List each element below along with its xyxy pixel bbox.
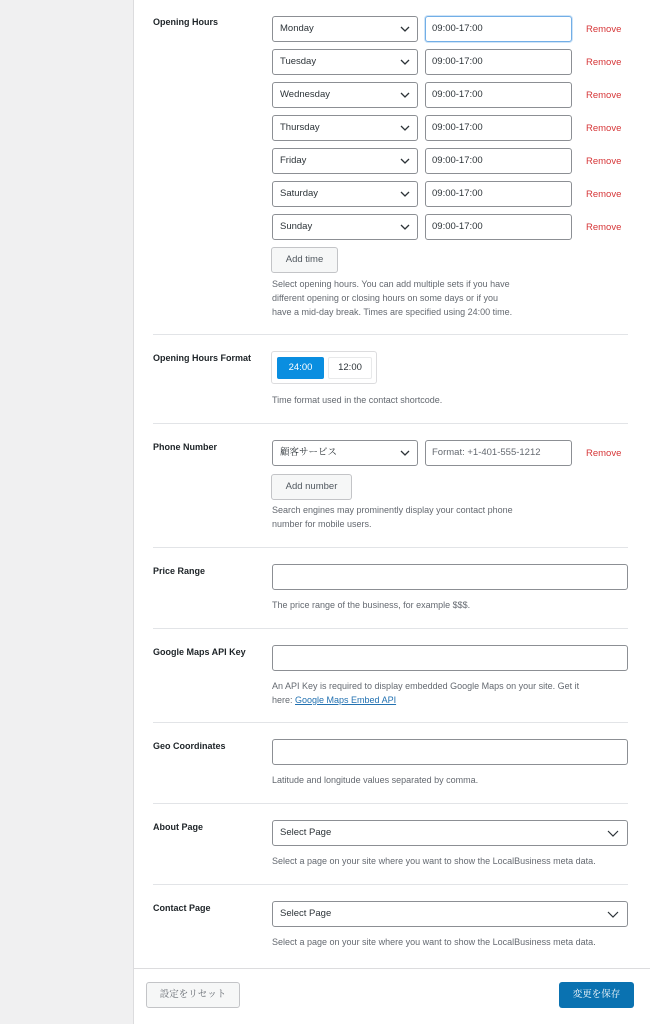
- remove-link[interactable]: Remove: [586, 57, 622, 68]
- phone-number-description: [272, 503, 628, 531]
- contact-page-select[interactable]: [272, 901, 628, 927]
- description-line: [272, 693, 628, 707]
- remove-link[interactable]: Remove: [586, 123, 622, 134]
- time-input[interactable]: 09:00-17:00: [425, 148, 572, 174]
- opening-hours-description: [272, 277, 628, 319]
- day-select-value: Tuesday: [280, 56, 317, 67]
- day-select[interactable]: [272, 49, 418, 75]
- chevron-down-icon: [400, 223, 410, 231]
- format-12-button[interactable]: 12:00: [328, 357, 372, 379]
- section-divider: [153, 803, 628, 804]
- description-line: Search engines may prominently display your contact phone: [272, 505, 513, 515]
- opening-hours-label: Opening Hours: [153, 17, 218, 27]
- day-select-value: Friday: [280, 155, 307, 166]
- day-select[interactable]: [272, 148, 418, 174]
- reset-settings-button[interactable]: 設定をリセット: [146, 982, 240, 1008]
- time-input[interactable]: 09:00-17:00: [425, 82, 572, 108]
- description-prefix: here:: [272, 695, 296, 705]
- time-input[interactable]: 09:00-17:00: [425, 181, 572, 207]
- description-line: number for mobile users.: [272, 519, 372, 529]
- remove-link[interactable]: Remove: [586, 156, 622, 167]
- remove-link[interactable]: Remove: [586, 222, 622, 233]
- remove-link[interactable]: Remove: [586, 24, 622, 35]
- price-range-input[interactable]: [272, 564, 628, 590]
- geo-coordinates-description: Latitude and longitude values separated by comma.: [272, 775, 479, 785]
- price-range-description: The price range of the business, for example $$$.: [272, 600, 471, 610]
- save-changes-button[interactable]: 変更を保存: [559, 982, 634, 1008]
- chevron-down-icon: [400, 157, 410, 165]
- about-page-label: About Page: [153, 822, 204, 832]
- about-page-select[interactable]: [272, 820, 628, 846]
- geo-coordinates-input[interactable]: [272, 739, 628, 765]
- chevron-down-icon: [400, 449, 410, 457]
- format-24-button[interactable]: 24:00: [277, 357, 324, 379]
- description-line: An API Key is required to display embedded Google Maps on your site. Get it: [272, 681, 580, 691]
- chevron-down-icon: [400, 25, 410, 33]
- google-maps-api-key-label: Google Maps API Key: [153, 647, 246, 657]
- chevron-down-icon: [400, 91, 410, 99]
- footer-divider: [133, 968, 650, 969]
- price-range-label: Price Range: [153, 566, 206, 576]
- day-select[interactable]: [272, 115, 418, 141]
- section-divider: [153, 628, 628, 629]
- chevron-down-icon: [607, 829, 619, 838]
- contact-page-label: Contact Page: [153, 903, 211, 913]
- section-divider: [153, 884, 628, 885]
- google-maps-api-key-input[interactable]: [272, 645, 628, 671]
- section-divider: [153, 423, 628, 424]
- time-input[interactable]: 09:00-17:00: [425, 214, 572, 240]
- google-maps-embed-api-link[interactable]: Google Maps Embed API: [295, 695, 397, 705]
- chevron-down-icon: [400, 58, 410, 66]
- day-select-value: Thursday: [280, 122, 320, 133]
- add-number-button[interactable]: Add number: [271, 474, 352, 500]
- day-select[interactable]: [272, 16, 418, 42]
- section-divider: [153, 722, 628, 723]
- day-select[interactable]: [272, 82, 418, 108]
- day-select-value: Wednesday: [280, 89, 330, 100]
- phone-number-label: Phone Number: [153, 442, 218, 452]
- day-select-value: Sunday: [280, 221, 313, 232]
- day-select-value: Saturday: [280, 188, 319, 199]
- chevron-down-icon: [607, 910, 619, 919]
- chevron-down-icon: [400, 190, 410, 198]
- phone-number-input[interactable]: Format: +1-401-555-1212: [425, 440, 572, 466]
- section-divider: [153, 334, 628, 335]
- description-line: have a mid-day break. Times are specified using 24:00 time.: [272, 307, 513, 317]
- contact-page-description: Select a page on your site where you want to show the LocalBusiness meta data.: [272, 937, 596, 947]
- time-input[interactable]: 09:00-17:00: [425, 16, 572, 42]
- remove-link[interactable]: Remove: [586, 448, 622, 459]
- chevron-down-icon: [400, 124, 410, 132]
- day-select[interactable]: [272, 214, 418, 240]
- google-maps-api-key-description: [272, 679, 628, 707]
- remove-link[interactable]: Remove: [586, 189, 622, 200]
- about-page-select-value: Select Page: [280, 827, 332, 838]
- phone-type-select[interactable]: [272, 440, 418, 466]
- section-divider: [153, 547, 628, 548]
- geo-coordinates-label: Geo Coordinates: [153, 741, 226, 751]
- time-format-toggle: [271, 351, 377, 384]
- day-select-value: Monday: [280, 23, 314, 34]
- phone-type-value: 顧客サービス: [280, 447, 338, 458]
- description-line: different opening or closing hours on some days or if you: [272, 293, 498, 303]
- day-select[interactable]: [272, 181, 418, 207]
- description-line: Select opening hours. You can add multiple sets if you have: [272, 279, 510, 289]
- remove-link[interactable]: Remove: [586, 90, 622, 101]
- time-input[interactable]: 09:00-17:00: [425, 49, 572, 75]
- opening-hours-format-label: Opening Hours Format: [153, 353, 252, 363]
- opening-hours-format-description: Time format used in the contact shortcode.: [272, 395, 443, 405]
- time-input[interactable]: 09:00-17:00: [425, 115, 572, 141]
- contact-page-select-value: Select Page: [280, 908, 332, 919]
- about-page-description: Select a page on your site where you want to show the LocalBusiness meta data.: [272, 856, 596, 866]
- add-time-button[interactable]: Add time: [271, 247, 338, 273]
